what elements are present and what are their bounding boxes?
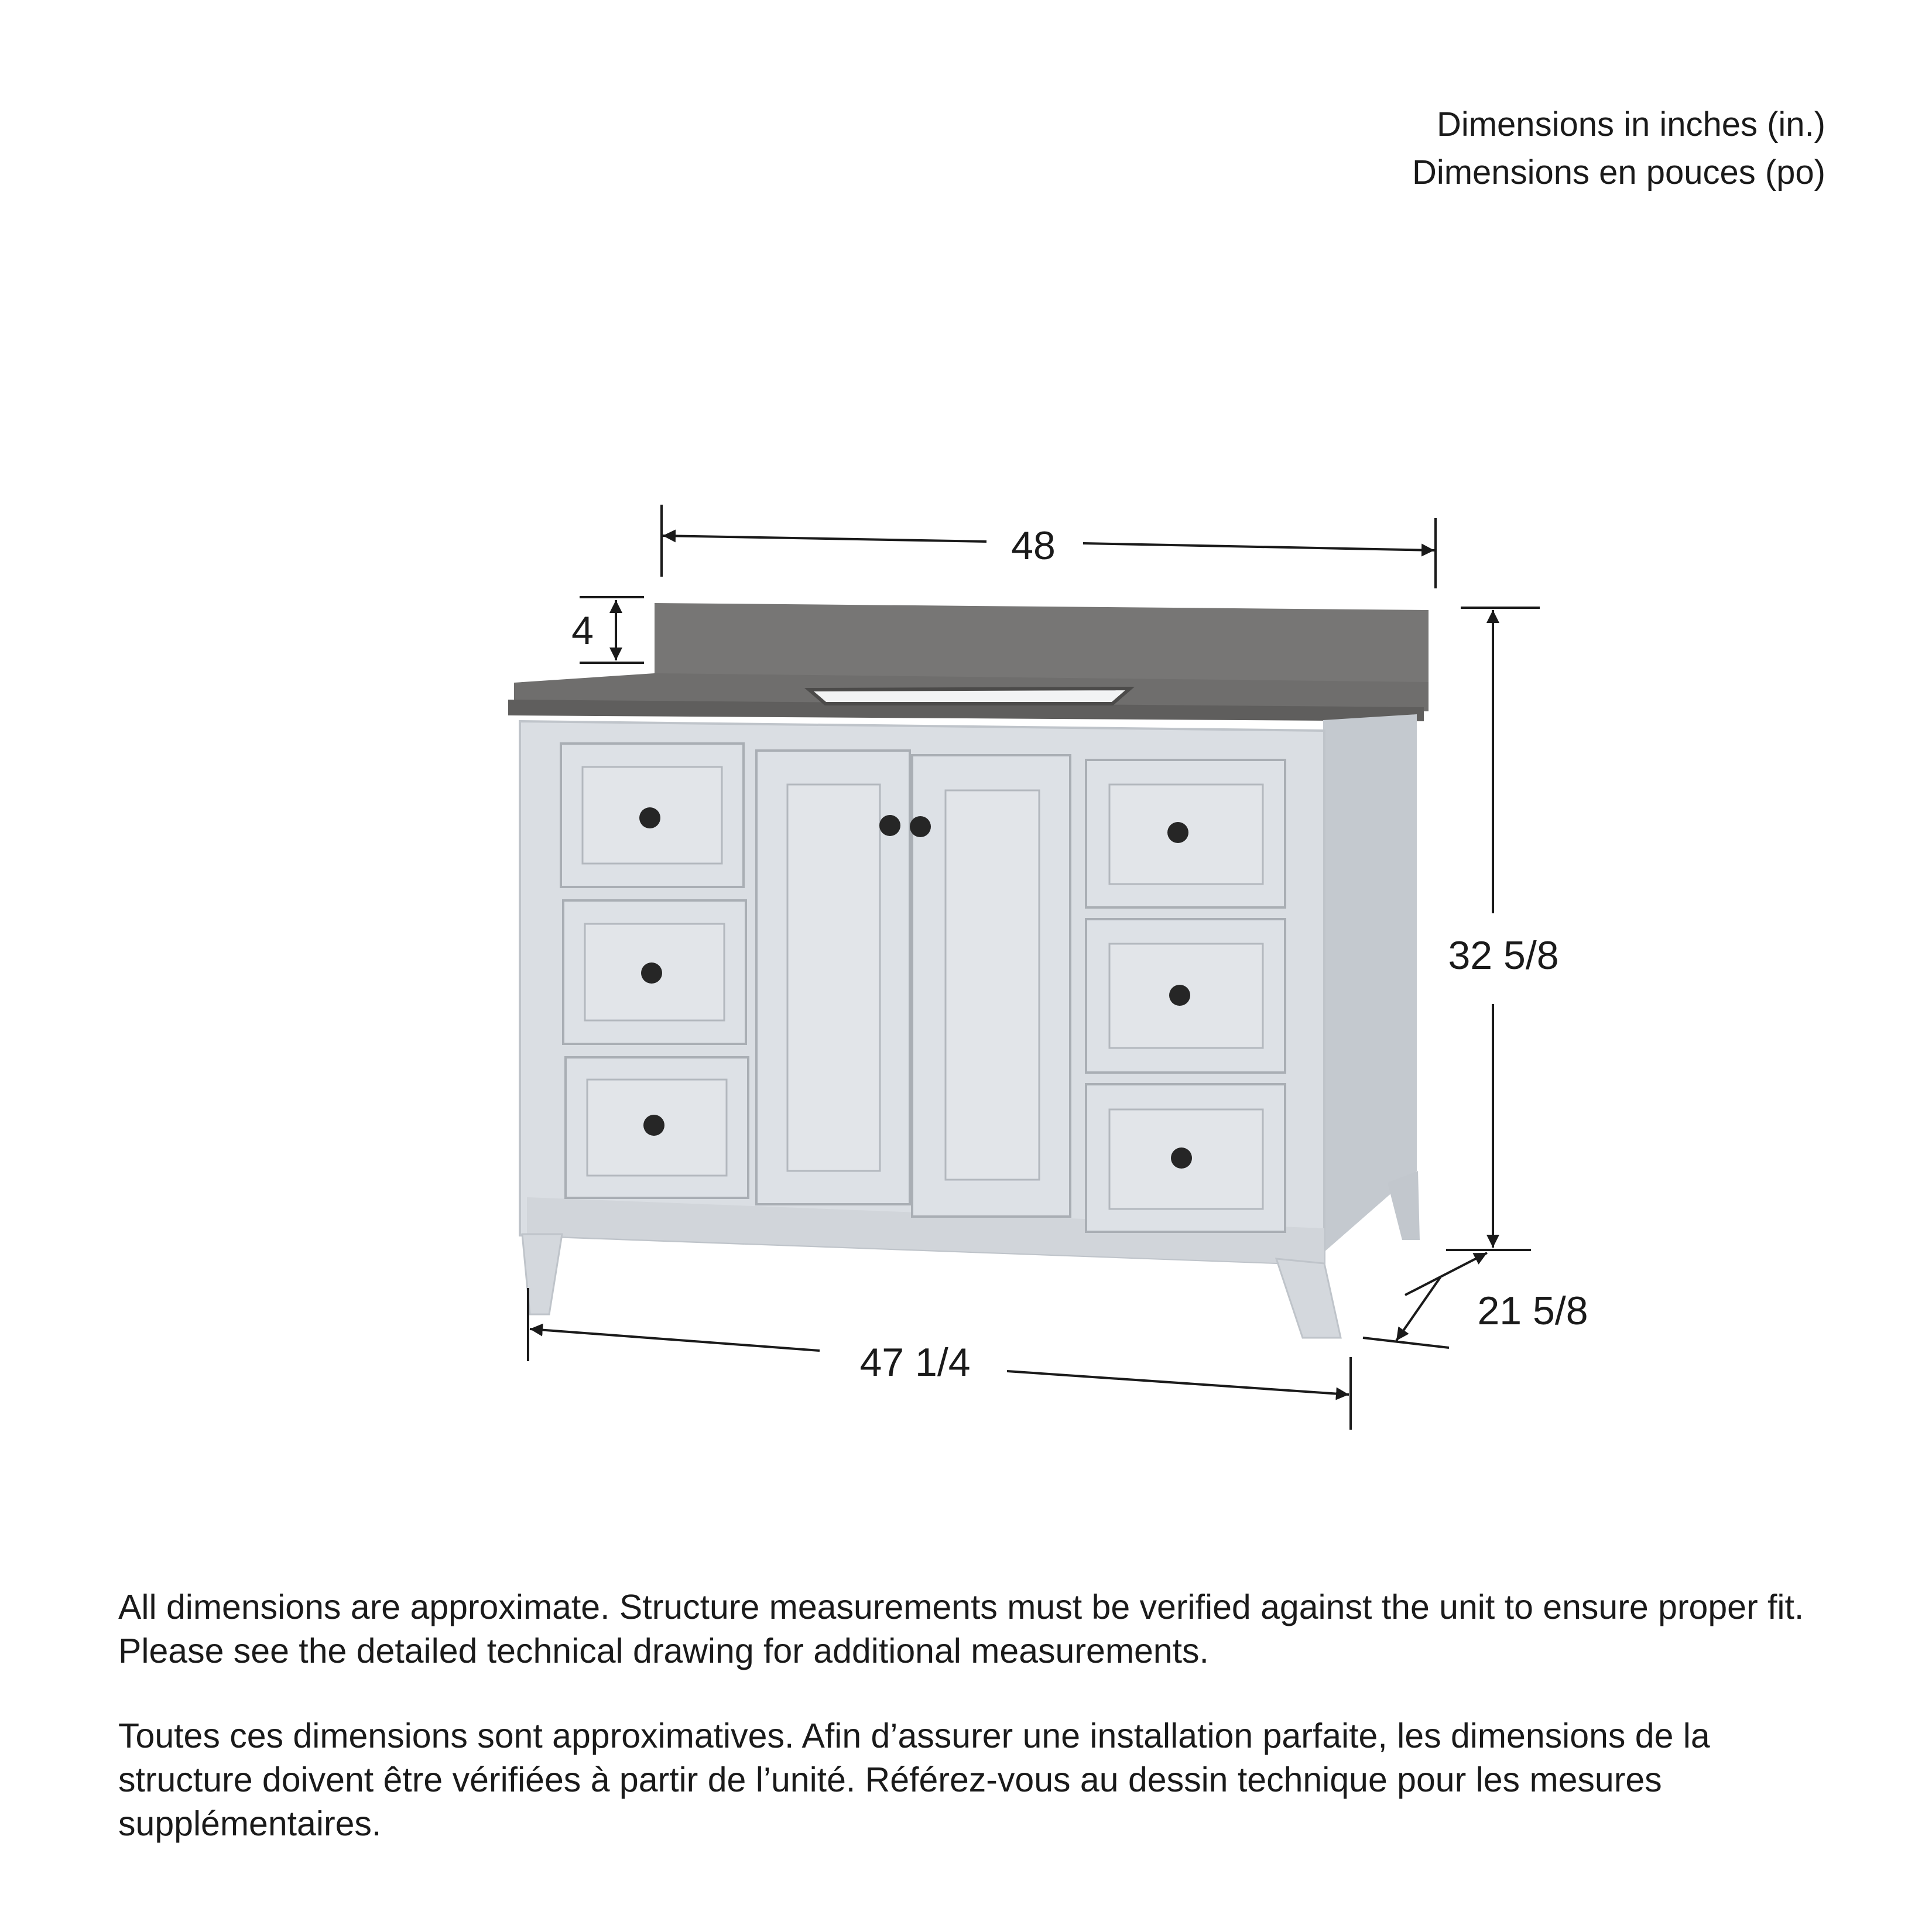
units-french: Dimensions en pouces (po) — [1412, 153, 1825, 191]
top-width-arrow-right — [1083, 543, 1434, 550]
front-leg-right — [1276, 1259, 1341, 1338]
left-drawers — [561, 744, 748, 1198]
disclaimer-english: All dimensions are approximate. Structure measurements must be verified against the unit to ensure proper fit. Please see the detailed technical drawing for additional measurements. — [118, 1588, 1804, 1670]
drawer-knob — [643, 1115, 664, 1136]
drawer-knob — [1171, 1147, 1192, 1169]
drawer-knob — [1167, 822, 1188, 843]
drawer-knob — [1169, 985, 1190, 1006]
door-right-panel — [946, 790, 1039, 1180]
top-width-label: 48 — [1011, 523, 1056, 568]
sink — [809, 688, 1130, 704]
vanity-illustration — [508, 603, 1429, 1338]
door-left-panel — [787, 785, 880, 1171]
door-knob — [910, 816, 931, 837]
depth-label: 21 5/8 — [1477, 1289, 1588, 1333]
depth-arrow — [1405, 1253, 1487, 1295]
units-english: Dimensions in inches (in.) — [1436, 105, 1825, 143]
backsplash-height-label: 4 — [571, 608, 594, 653]
door-knob — [879, 815, 900, 836]
drawer-knob — [641, 962, 662, 984]
drawer-knob — [639, 807, 660, 828]
total-height-label: 32 5/8 — [1448, 933, 1559, 978]
cabinet-side — [1323, 714, 1417, 1253]
right-drawers — [1086, 760, 1285, 1232]
base-width-label: 47 1/4 — [859, 1340, 971, 1385]
disclaimer-french: Toutes ces dimensions sont approximatives. Afin d’assurer une installation parfaite, les dimensions de la structure doivent être vérifiées à partir de l’unité. Référez-vous au dessin technique pour les mesures supplémentaires. — [118, 1717, 1710, 1843]
backsplash — [655, 603, 1429, 685]
base-width-arrow-right — [1007, 1371, 1349, 1395]
top-width-arrow-left — [663, 536, 986, 542]
disclaimer-notes — [118, 1585, 1851, 1887]
depth-extension-bottom — [1363, 1338, 1449, 1348]
center-doors — [756, 751, 1070, 1217]
side-leg — [1388, 1171, 1420, 1240]
base-width-arrow-left — [530, 1329, 820, 1351]
